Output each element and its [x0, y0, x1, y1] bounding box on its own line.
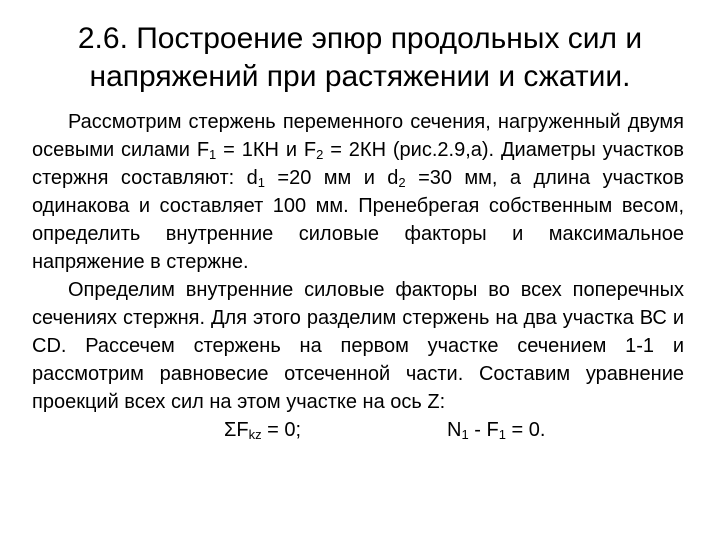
eq2-mid: - F [468, 419, 499, 441]
p1-text-5: =30 мм, а длина участков одинакова и составляет 100 мм. Пренебрегая собственным весом, определить внутренние силовые факторы и максимальное напряжение в стержне. [32, 167, 684, 273]
p1-text-2: = 1КН и F [216, 139, 317, 161]
p1-text-1: Рассмотрим стержень переменного сечения, нагруженный двумя осевыми силами F [32, 111, 684, 161]
p1-sub-1: 1 [209, 147, 217, 162]
equation-sum-forces [224, 416, 301, 444]
eq1-pre: ΣF [224, 419, 249, 441]
slide-title [40, 20, 680, 96]
eq2-a-sub: 1 [461, 427, 469, 442]
title-line-2: напряжений при растяжении и сжатии. [89, 60, 631, 93]
eq1-sub: kz [248, 427, 262, 442]
p1-text-3: = 2КН (рис.2.9,а). Диаметры участков стержня составляют: d [32, 139, 685, 189]
eq2-a: N [447, 419, 462, 441]
eq1-post: = 0; [261, 419, 302, 441]
eq2-post: = 0. [505, 419, 546, 441]
slide-body [32, 108, 684, 446]
p1-sub-4: 2 [398, 175, 406, 190]
title-line-1: 2.6. Построение эпюр продольных сил и [77, 22, 643, 55]
p1-sub-3: 1 [257, 175, 265, 190]
p1-text-4: =20 мм и d [265, 167, 399, 189]
p1-sub-2: 2 [316, 147, 324, 162]
paragraph-1 [32, 108, 684, 276]
equation-internal-force [447, 416, 545, 444]
paragraph-2: Определим внутренние силовые факторы во всех поперечных сечениях стержня. Для этого разделим стержень на два участка ВС и СD. Рассечем стержень на первом участке сечением 1-1 и рассмотрим равновесие отсеченной части. Составим уравнение проекций всех сил на этом участке на ось Z: [32, 279, 684, 413]
eq2-b-sub: 1 [498, 427, 506, 442]
equation-line [32, 416, 684, 446]
